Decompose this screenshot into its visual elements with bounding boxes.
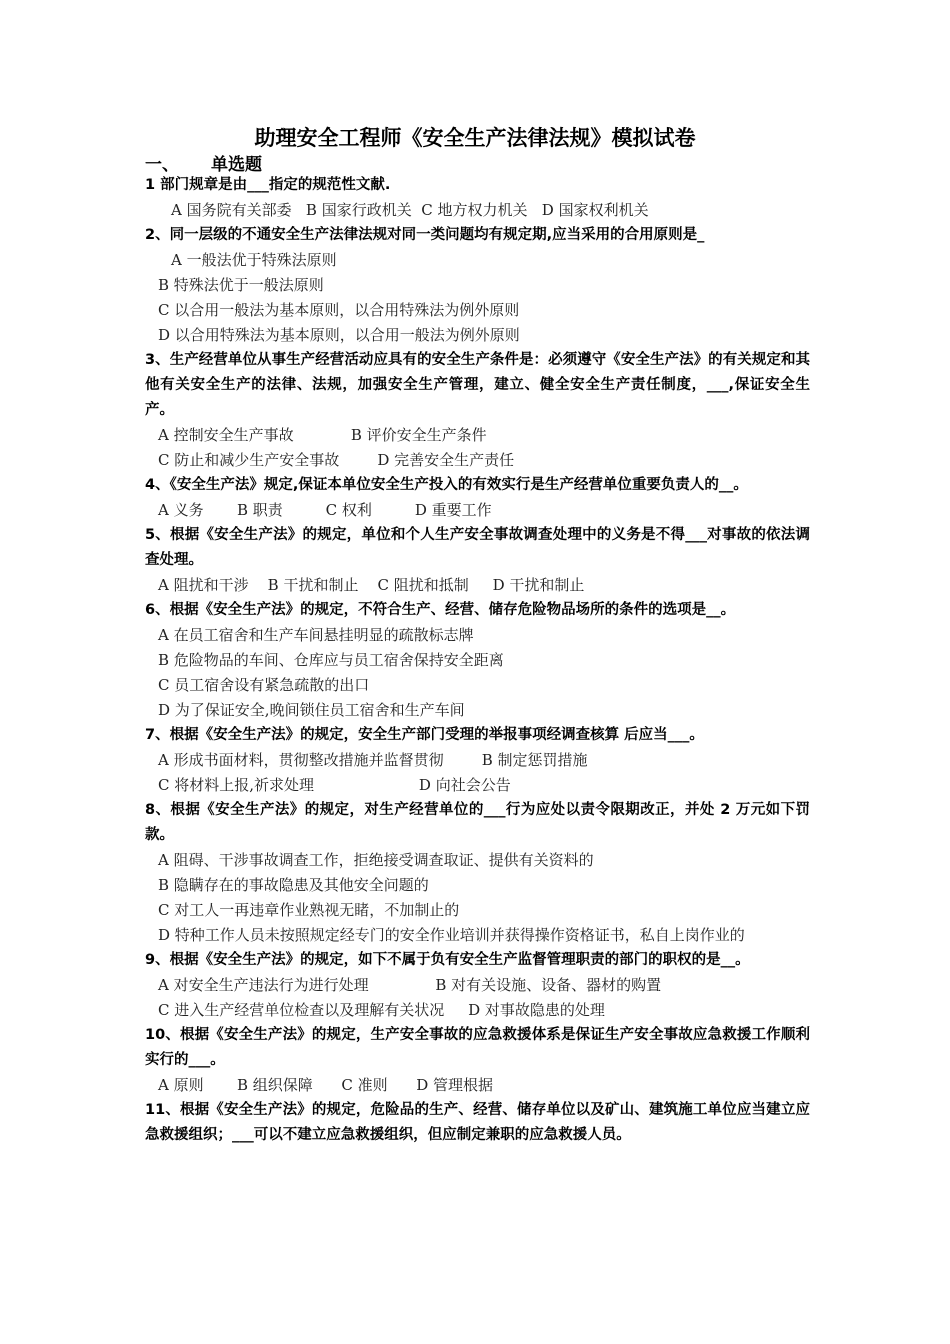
question-text: 8、根据《安全生产法》的规定，对生产经营单位的___行为应处以责令限期改正，并处 2 万元如下罚款。 [145, 802, 810, 843]
option-line: D 以合用特殊法为基本原则，以合用一般法为例外原则 [158, 326, 520, 344]
question-text: 9、根据《安全生产法》的规定，如下不属于负有安全生产监督管理职责的部门的职权的是__。 [145, 952, 750, 968]
option-line: B 隐瞒存在的事故隐患及其他安全问题的 [158, 876, 429, 894]
question-text: 10、根据《安全生产法》的规定，生产安全事故的应急救援体系是保证生产安全事故应急救援工作顺利实行的___。 [145, 1027, 810, 1068]
question-text: 7、根据《安全生产法》的规定，安全生产部门受理的举报事项经调查核算 后应当___。 [145, 727, 704, 743]
section-heading [145, 150, 262, 175]
option-line: B 特殊法优于一般法原则 [158, 276, 324, 294]
section-label: 单选题 [211, 155, 262, 175]
question-text: 2、同一层级的不通安全生产法律法规对同一类问题均有规定期,应当采用的合用原则是_ [145, 227, 705, 243]
question-text: 3、生产经营单位从事生产经营活动应具有的安全生产条件是：必须遵守《安全生产法》的有关规定和其他有关安全生产的法律、法规，加强安全生产管理，建立、健全安全生产责任制度，___,保证安全生产。 [145, 352, 810, 418]
question-text: 4、《安全生产法》规定,保证本单位安全生产投入的有效实行是生产经营单位重要负责人的__。 [145, 477, 748, 493]
option-line: A 原则 B 组织保障 C 准则 D 管理根据 [158, 1076, 494, 1094]
option-line: A 在员工宿舍和生产车间悬挂明显的疏散标志牌 [158, 626, 474, 644]
option-line: C 员工宿舍设有紧急疏散的出口 [158, 676, 370, 694]
question-text: 11、根据《安全生产法》的规定，危险品的生产、经营、储存单位以及矿山、建筑施工单位应当建立应急救援组织；___可以不建立应急救援组织，但应制定兼职的应急救援人员。 [145, 1102, 810, 1143]
option-line: C 对工人一再违章作业熟视无睹，不加制止的 [158, 901, 460, 919]
question-text: 1 部门规章是由___指定的规范性文献. [145, 177, 391, 193]
option-line: C 进入生产经营单位检查以及理解有关状况 D 对事故隐患的处理 [158, 1001, 605, 1019]
option-line: A 一般法优于特殊法原则 [171, 251, 337, 269]
option-line: A 阻碍、干涉事故调查工作，拒绝接受调查取证、提供有关资料的 [158, 851, 594, 869]
option-line: A 对安全生产违法行为进行处理 B 对有关设施、设备、器材的购置 [158, 976, 662, 994]
option-line: A 控制安全生产事故 B 评价安全生产条件 [158, 426, 487, 444]
option-line: C 以合用一般法为基本原则，以合用特殊法为例外原则 [158, 301, 520, 319]
option-line: C 防止和减少生产安全事故 D 完善安全生产责任 [158, 451, 515, 469]
question-text: 6、根据《安全生产法》的规定，不符合生产、经营、储存危险物品场所的条件的选项是__。 [145, 602, 736, 618]
option-line: A 国务院有关部委 B 国家行政机关 C 地方权力机关 D 国家权利机关 [171, 201, 649, 219]
option-line: D 为了保证安全,晚间锁住员工宿舍和生产车间 [158, 701, 465, 719]
question-list [145, 173, 810, 1148]
exam-title: 助理安全工程师《安全生产法律法规》模拟试卷 [254, 126, 696, 150]
option-line: A 阻扰和干涉 B 干扰和制止 C 阻扰和抵制 D 干扰和制止 [158, 576, 585, 594]
option-line: D 特种工作人员未按照规定经专门的安全作业培训并获得操作资格证书，私自上岗作业的 [158, 926, 745, 944]
option-line: A 形成书面材料，贯彻整改措施并监督贯彻 B 制定惩罚措施 [158, 751, 588, 769]
option-line: C 将材料上报,祈求处理 D 向社会公告 [158, 776, 511, 794]
option-line: B 危险物品的车间、仓库应与员工宿舍保持安全距离 [158, 651, 504, 669]
question-text: 5、根据《安全生产法》的规定，单位和个人生产安全事故调查处理中的义务是不得___对事故的依法调查处理。 [145, 527, 810, 568]
option-line: A 义务 B 职责 C 权利 D 重要工作 [158, 501, 492, 519]
section-number: 一、 [145, 155, 179, 175]
